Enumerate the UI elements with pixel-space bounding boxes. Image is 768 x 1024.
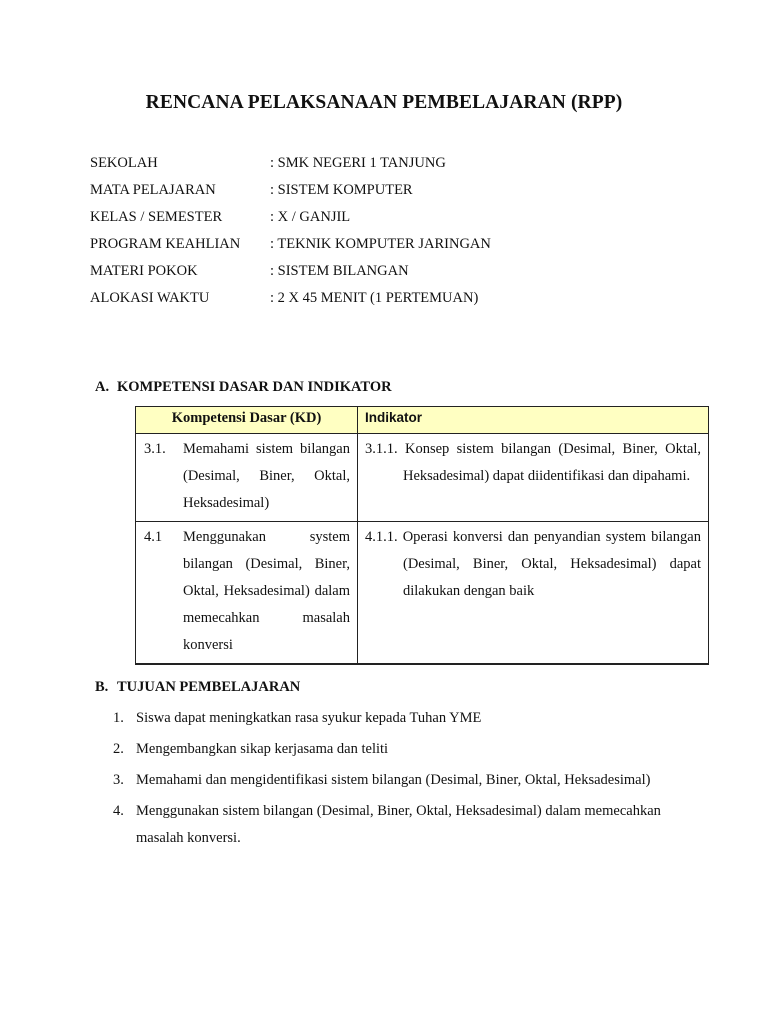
info-value: : TEKNIK KOMPUTER JARINGAN	[270, 236, 491, 252]
info-label: SEKOLAH	[90, 155, 158, 171]
kd-number: 4.1	[144, 529, 163, 545]
table-row	[136, 434, 709, 522]
indikator-entry	[365, 524, 701, 605]
info-value: : SMK NEGERI 1 TANJUNG	[270, 155, 446, 171]
tujuan-list	[113, 705, 703, 856]
kd-text: Memahami sistem bilangan (Desimal, Biner, Oktal, Heksadesimal)	[183, 441, 350, 511]
kd-text: Menggunakan system bilangan (Desimal, Biner, Oktal, Heksadesimal) dalam memecahkan masalah konversi	[183, 529, 350, 653]
document-title: RENCANA PELAKSANAAN PEMBELAJARAN (RPP)	[145, 92, 623, 113]
info-label: PROGRAM KEAHLIAN	[90, 236, 241, 252]
info-label: ALOKASI WAKTU	[90, 290, 210, 306]
list-item-text: Mengembangkan sikap kerjasama dan teliti	[136, 741, 389, 757]
list-item-number: 3.	[113, 772, 124, 788]
list-item-number: 2.	[113, 741, 124, 757]
list-item-text: Siswa dapat meningkatkan rasa syukur kepada Tuhan YME	[136, 710, 482, 726]
info-value: : SISTEM BILANGAN	[270, 263, 409, 279]
table-header-indikator-label: Indikator	[365, 410, 423, 425]
info-value: : SISTEM KOMPUTER	[270, 182, 413, 198]
info-block	[90, 152, 491, 314]
section-heading-tujuan	[95, 679, 300, 696]
indikator-number: 4.1.1.	[365, 529, 398, 545]
indikator-entry	[365, 436, 701, 490]
info-row-sekolah	[90, 152, 491, 179]
kd-cell	[136, 434, 358, 522]
indikator-text: Konsep sistem bilangan (Desimal, Biner, Oktal, Heksadesimal) dapat diidentifikasi dan dipahami.	[403, 441, 701, 484]
info-row-mata-pelajaran	[90, 179, 491, 206]
indikator-text: Operasi konversi dan penyandian system bilangan (Desimal, Biner, Oktal, Heksadesimal) dapat dilakukan dengan baik	[402, 529, 701, 599]
section-heading-text: TUJUAN PEMBELAJARAN	[117, 679, 301, 695]
list-item	[113, 798, 703, 852]
info-value: : 2 X 45 MENIT (1 PERTEMUAN)	[270, 290, 479, 306]
section-heading-text: KOMPETENSI DASAR DAN INDIKATOR	[117, 379, 392, 395]
indikator-number: 3.1.1.	[365, 441, 398, 457]
table-header-kd	[136, 407, 358, 434]
list-item-text: Memahami dan mengidentifikasi sistem bilangan (Desimal, Biner, Oktal, Heksadesimal)	[136, 772, 651, 788]
list-item-text: Menggunakan sistem bilangan (Desimal, Biner, Oktal, Heksadesimal) dalam memecahkan masalah konversi.	[136, 803, 661, 846]
kd-number: 3.1.	[144, 441, 166, 457]
table-row	[136, 522, 709, 665]
section-letter: A.	[95, 379, 110, 395]
info-label: MATERI POKOK	[90, 263, 198, 279]
list-item-number: 1.	[113, 710, 124, 726]
info-label: KELAS / SEMESTER	[90, 209, 223, 225]
kompetensi-table	[135, 406, 709, 665]
list-item	[113, 705, 703, 732]
list-item-number: 4.	[113, 803, 124, 819]
list-item	[113, 767, 703, 794]
info-label: MATA PELAJARAN	[90, 182, 216, 198]
table-header-row	[136, 407, 709, 434]
info-row-kelas-semester	[90, 206, 491, 233]
info-value: : X / GANJIL	[270, 209, 351, 225]
kd-cell	[136, 522, 358, 665]
table-header-kd-label: Kompetensi Dasar (KD)	[171, 410, 322, 426]
indikator-cell	[358, 434, 709, 522]
section-heading-kompetensi	[95, 379, 392, 396]
table-header-indikator	[358, 407, 709, 434]
info-row-program-keahlian	[90, 233, 491, 260]
info-row-materi-pokok	[90, 260, 491, 287]
section-letter: B.	[95, 679, 109, 695]
indikator-cell	[358, 522, 709, 665]
info-row-alokasi-waktu	[90, 287, 491, 314]
list-item	[113, 736, 703, 763]
